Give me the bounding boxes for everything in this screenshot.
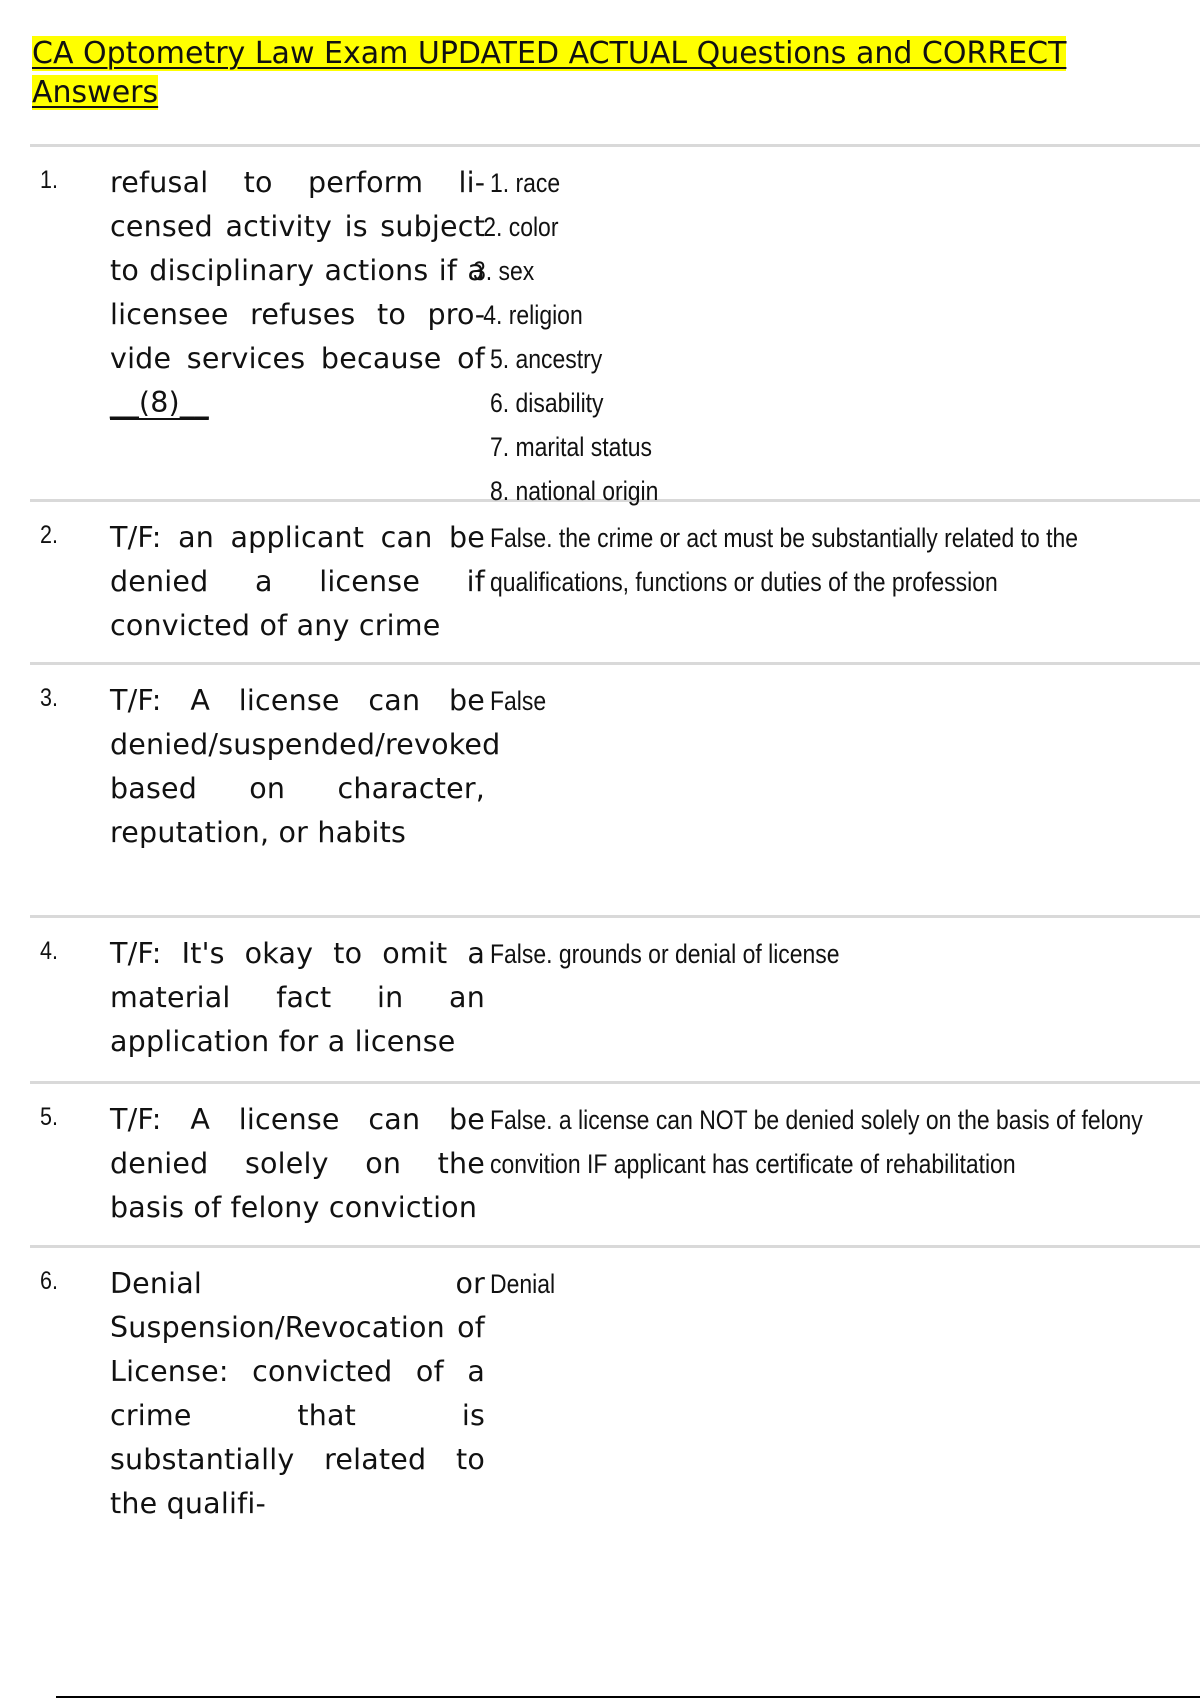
footer-rule bbox=[56, 1696, 1200, 1698]
qa-table bbox=[30, 144, 1200, 1520]
answer-text: False bbox=[490, 686, 547, 716]
qa-row bbox=[30, 918, 1200, 1084]
answer-list-item: 5. ancestry bbox=[490, 344, 603, 374]
answer-list-item: 6. disability bbox=[490, 388, 604, 418]
question-text: T/F: A license can be denied solely on the basis of felony conviction bbox=[110, 1103, 485, 1224]
question-text: T/F: A license can be denied/suspended/revoked based on character, reputation, or habits bbox=[110, 684, 501, 849]
answer-list-item: 4. religion bbox=[483, 300, 583, 330]
qa-row bbox=[30, 147, 1200, 506]
question-text: Denial or Suspension/Revocation of License: convicted of a crime that is substantially related to the qualifi- bbox=[110, 1267, 485, 1520]
answer-text bbox=[473, 161, 1153, 513]
answer-list-item: 7. marital status bbox=[490, 432, 652, 462]
question-number: 2. bbox=[40, 521, 58, 549]
qa-row bbox=[30, 502, 1200, 665]
question-number: 5. bbox=[40, 1103, 58, 1131]
answer-list-item: 3. sex bbox=[473, 256, 535, 286]
question-number: 3. bbox=[40, 684, 58, 712]
qa-row bbox=[30, 1084, 1200, 1248]
answer-list-item: 8. national origin bbox=[490, 476, 659, 506]
answer-text: False. grounds or denial of license bbox=[490, 939, 840, 969]
answer-list-item: 2. color bbox=[483, 212, 559, 242]
question-number: 6. bbox=[40, 1267, 58, 1295]
question-text: T/F: an applicant can be denied a license if convicted of any crime bbox=[110, 521, 485, 642]
answer-text: Denial bbox=[490, 1269, 556, 1299]
answer-text: False. a license can NOT be denied solely on the basis of felony convition IF applicant has certificate of rehabilitation bbox=[490, 1105, 1143, 1179]
question-text: T/F: It's okay to omit a material fact in an application for a license bbox=[110, 937, 485, 1058]
qa-row bbox=[30, 665, 1200, 918]
answer-list bbox=[473, 161, 1153, 513]
question-number: 1. bbox=[40, 166, 58, 194]
answer-list-item: 1. race bbox=[490, 168, 561, 198]
answer-text: False. the crime or act must be substantially related to the qualifications, functions or duties of the profession bbox=[490, 523, 1079, 597]
page-title: CA Optometry Law Exam UPDATED ACTUAL Questions and CORRECT Answers bbox=[32, 36, 1067, 110]
question-number: 4. bbox=[40, 937, 58, 965]
question-text: refusal to perform licensed activity is subject to disciplinary actions if a licensee refuses to provide services because of __(8)__ bbox=[110, 166, 485, 419]
qa-row bbox=[30, 1248, 1200, 1520]
